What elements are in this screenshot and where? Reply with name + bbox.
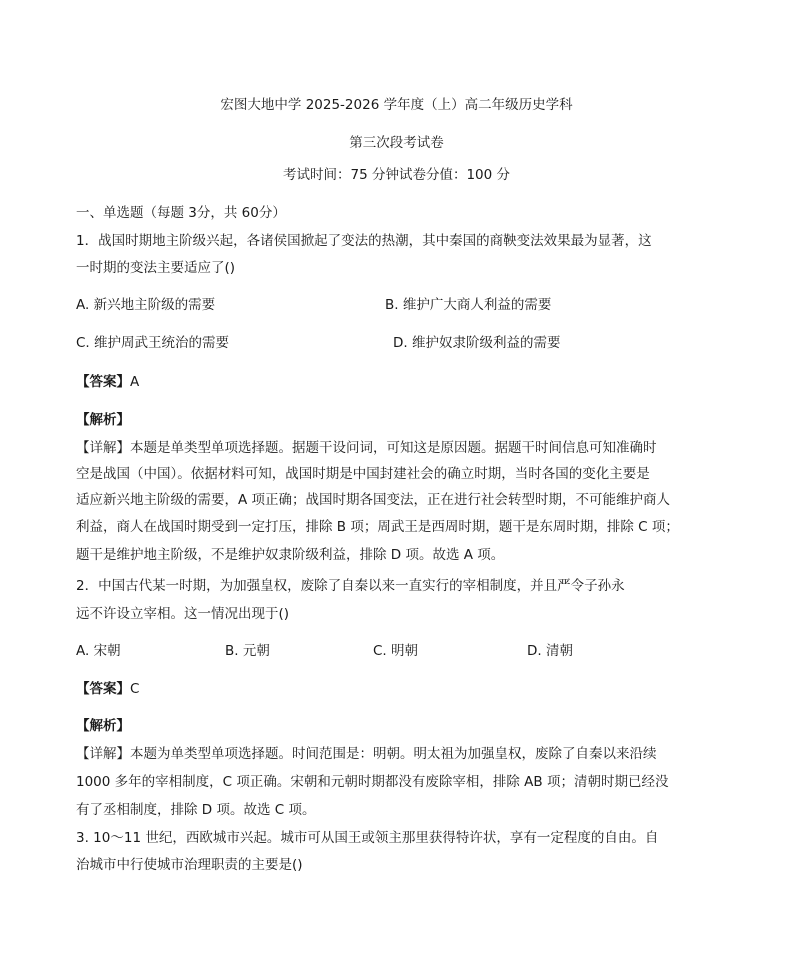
q1-detail-line1: 【详解】本题是单类型单项选择题。据题干设问词，可知这是原因题。据题干时间信息可知准确时 — [76, 440, 657, 456]
q2-stem-line2: 远不许设立宰相。这一情况出现于() — [76, 606, 290, 622]
q1-option-b: B. 维护广大商人利益的需要 — [385, 297, 552, 313]
q2-stem-line1: 2．中国古代某一时期，为加强皇权，废除了自秦以来一直实行的宰相制度，并且严令子孙永 — [76, 578, 625, 594]
exam-subtitle: 第三次段考试卷 — [349, 135, 444, 151]
q3-stem-line1: 3. 10～11 世纪，西欧城市兴起。城市可从国王或领主那里获得特许状，享有一定程度的自由。自 — [76, 830, 659, 846]
q1-analysis-label: 【解析】 — [76, 412, 130, 428]
q1-stem-line1: 1．战国时期地主阶级兴起，各诸侯国掀起了变法的热潮，其中秦国的商鞅变法效果最为显著，这 — [76, 233, 652, 249]
q2-analysis-label: 【解析】 — [76, 718, 130, 734]
q2-option-a: A. 宋朝 — [76, 643, 121, 659]
q1-detail-line3: 适应新兴地主阶级的需要，A 项正确；战国时期各国变法，正在进行社会转型时期，不可能维护商人 — [76, 492, 671, 508]
q1-answer — [76, 372, 139, 392]
q2-detail-line3: 有了丞相制度，排除 D 项。故选 C 项。 — [76, 802, 316, 818]
q1-stem-line2: 一时期的变法主要适应了() — [76, 260, 236, 276]
section-heading: 一、单选题（每题 3分，共 60分） — [76, 205, 286, 221]
q2-answer — [76, 679, 139, 699]
q1-detail-line4: 利益，商人在战国时期受到一定打压，排除 B 项；周武王是西周时期，题干是东周时期，排除 C 项； — [76, 519, 679, 535]
q1-option-a: A. 新兴地主阶级的需要 — [76, 297, 216, 313]
q3-stem-line2: 治城市中行使城市治理职责的主要是() — [76, 857, 303, 873]
exam-meta: 考试时间：75 分钟试卷分值：100 分 — [282, 167, 511, 183]
q2-option-b: B. 元朝 — [225, 643, 270, 659]
q1-answer-label: 【答案】 — [76, 374, 130, 390]
q2-answer-label: 【答案】 — [76, 681, 130, 697]
q2-option-c: C. 明朝 — [373, 643, 419, 659]
exam-title: 宏图大地中学 2025-2026 学年度（上）高二年级历史学科 — [220, 97, 573, 113]
q1-answer-value: A — [130, 374, 140, 390]
q2-answer-value: C — [130, 681, 140, 697]
q2-detail-line1: 【详解】本题为单类型单项选择题。时间范围是：明朝。明太祖为加强皇权，废除了自秦以来沿续 — [76, 746, 657, 762]
q1-option-d: D. 维护奴隶阶级利益的需要 — [393, 335, 561, 351]
q2-detail-line2: 1000 多年的宰相制度，C 项正确。宋朝和元朝时期都没有废除宰相，排除 AB 项；清朝时期已经没 — [76, 774, 669, 790]
q1-detail-line5: 题干是维护地主阶级，不是维护奴隶阶级利益，排除 D 项。故选 A 项。 — [76, 547, 505, 563]
q1-detail-line2: 空是战国（中国）。依据材料可知，战国时期是中国封建社会的确立时期，当时各国的变化主要是 — [76, 466, 650, 482]
q2-option-d: D. 清朝 — [527, 643, 573, 659]
q1-option-c: C. 维护周武王统治的需要 — [76, 335, 230, 351]
